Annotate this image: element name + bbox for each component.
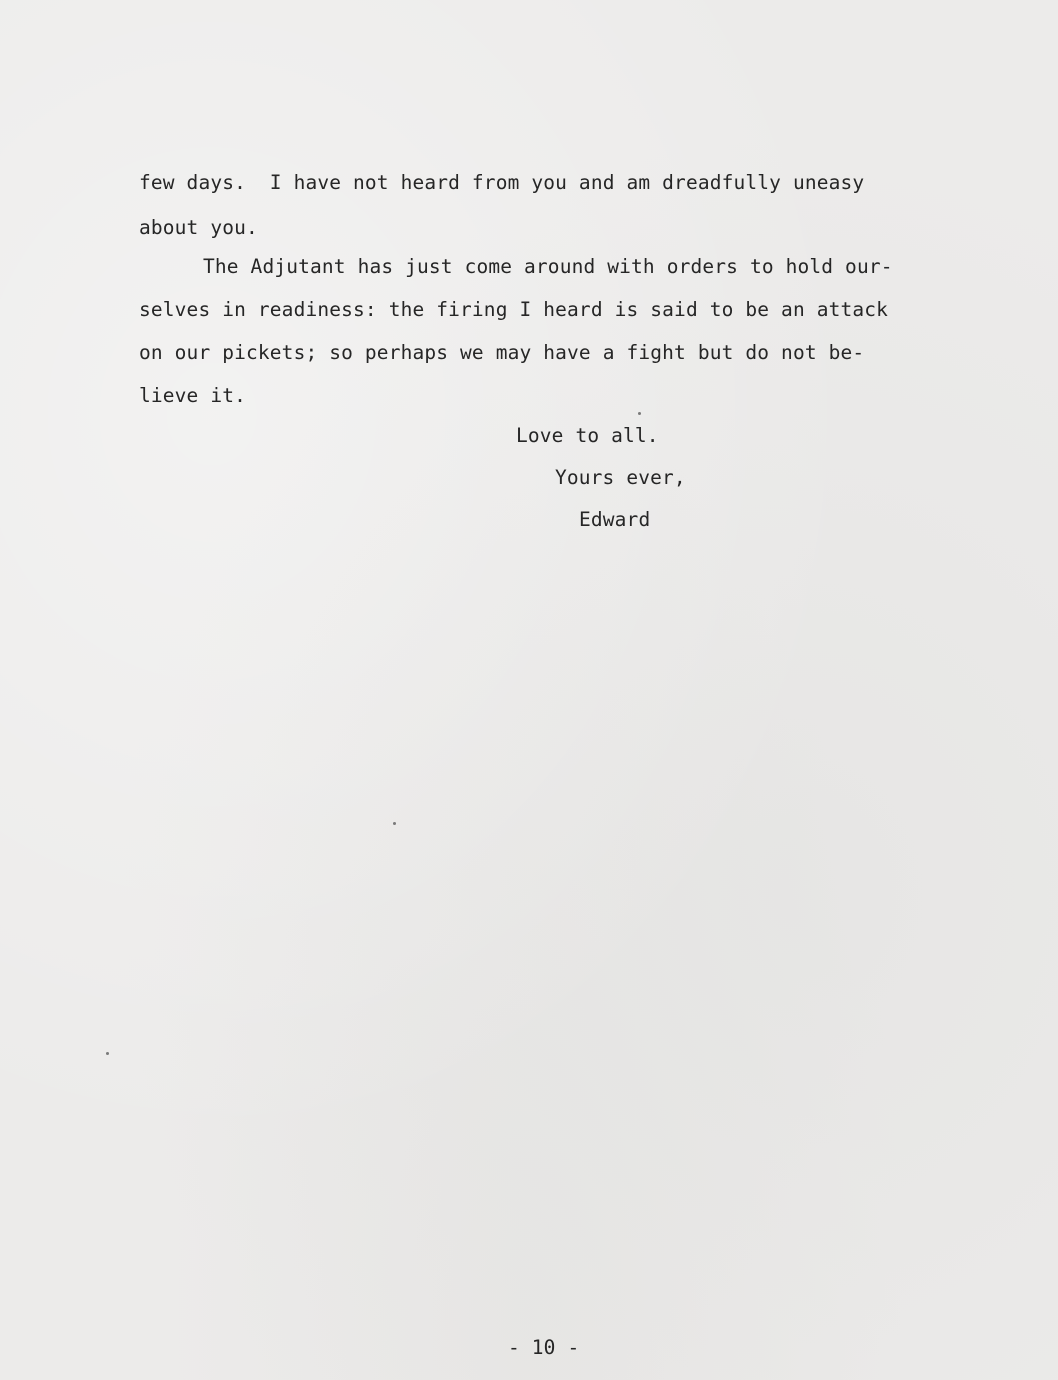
body-line-3: The Adjutant has just come around with orders to hold our-: [203, 255, 893, 278]
paper-speck: [638, 412, 641, 415]
body-line-6: lieve it.: [139, 384, 247, 407]
paper-speck: [393, 822, 396, 825]
paper-speck: [106, 1052, 109, 1055]
body-line-4: selves in readiness: the firing I heard is said to be an attack: [139, 298, 889, 321]
valediction-line: Yours ever,: [555, 466, 686, 489]
page-number: - 10 -: [508, 1336, 580, 1359]
body-line-2: about you.: [139, 216, 258, 239]
closing-line: Love to all.: [516, 424, 659, 447]
signature-line: Edward: [579, 508, 651, 531]
body-line-5: on our pickets; so perhaps we may have a fight but do not be-: [139, 341, 865, 364]
body-line-1: few days. I have not heard from you and am dreadfully uneasy: [139, 171, 865, 194]
